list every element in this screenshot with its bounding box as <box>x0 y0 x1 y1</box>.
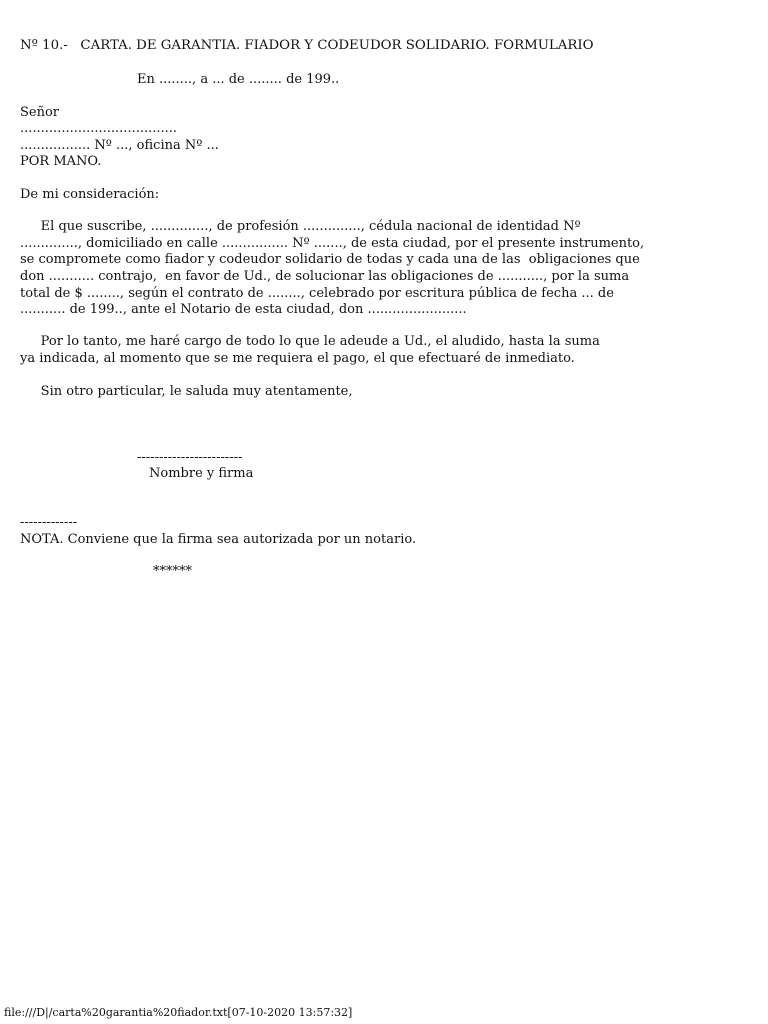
closing-line: Sin otro particular, le saluda muy atentamente, <box>20 384 353 399</box>
paragraph2-line: Por lo tanto, me haré cargo de todo lo que le adeude a Ud., el aludido, hasta la suma <box>20 334 600 349</box>
paragraph1-line: se compromete como fiador y codeudor solidario de todas y cada una de las obligaciones que <box>20 252 640 267</box>
signature-line: ------------------------ <box>137 450 243 465</box>
note-text: NOTA. Conviene que la firma sea autorizada por un notario. <box>20 532 417 547</box>
recipient-delivery: POR MANO. <box>20 154 102 169</box>
file-path-footer: file:///D|/carta%20garantia%20fiador.txt[07-10-2020 13:57:32] <box>4 1006 353 1019</box>
document-title: Nº 10.- CARTA. DE GARANTIA. FIADOR Y CODEUDOR SOLIDARIO. FORMULARIO <box>20 38 594 53</box>
paragraph2-line: ya indicada, al momento que se me requiera el pago, el que efectuaré de inmediato. <box>20 351 575 366</box>
recipient-address-line: ................. Nº ..., oficina Nº ... <box>20 138 219 153</box>
paragraph1-line: don ........... contrajo, en favor de Ud., de solucionar las obligaciones de ..........., por la suma <box>20 269 630 284</box>
paragraph1-line: ........... de 199.., ante el Notario de esta ciudad, don ........................ <box>20 302 467 317</box>
note-separator: ------------- <box>20 515 78 530</box>
paragraph1-line: total de $ ........, según el contrato de ........, celebrado por escritura pública de fecha ... de <box>20 286 614 301</box>
paragraph1-line: .............., domiciliado en calle ................ Nº ......., de esta ciudad, por el presente instrumento, <box>20 236 645 251</box>
paragraph1-line: El que suscribe, .............., de profesión .............., cédula nacional de identidad Nº <box>20 219 581 234</box>
recipient-name-blank: ...................................... <box>20 121 178 136</box>
end-mark: ****** <box>153 564 192 579</box>
greeting: De mi consideración: <box>20 187 160 202</box>
signature-label: Nombre y firma <box>149 466 254 481</box>
recipient-salutation: Señor <box>20 105 60 120</box>
date-line: En ........, a ... de ........ de 199.. <box>137 72 340 87</box>
